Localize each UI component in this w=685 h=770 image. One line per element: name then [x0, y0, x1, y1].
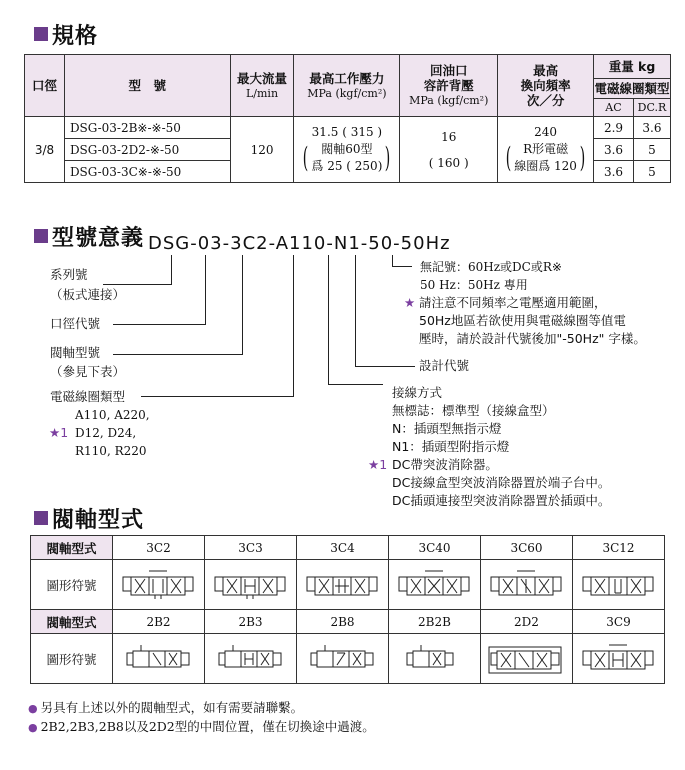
header-pressure: 最高工作壓力 MPa (kgf/cm²) — [294, 55, 400, 117]
connector-line — [355, 255, 356, 366]
header-symbol: 圖形符號 — [31, 634, 113, 684]
hydraulic-symbol — [389, 560, 481, 610]
section-bullet — [34, 27, 48, 41]
cell-model: DSG-03-2B※-※-50 — [64, 117, 230, 139]
cell-dcr-weight: 5 — [633, 139, 670, 161]
cell-pressure: 31.5 ( 315 ) ( 閥軸60型 爲 25 ( 250) ) — [294, 117, 400, 183]
hydraulic-symbol — [573, 560, 665, 610]
header-spool-type: 閥軸型式 — [31, 610, 113, 634]
label-coil-values: D12, D24, — [75, 426, 137, 440]
label-coil-values: R110, R220 — [75, 444, 147, 458]
label-frequency-note: 50Hz地區若欲使用與電磁線圈等值電 — [419, 313, 626, 328]
spool-type: 3C2 — [113, 536, 205, 560]
label-wiring: 接線方式 — [392, 385, 443, 400]
connector-line — [171, 255, 172, 285]
cell-ac-weight: 3.6 — [594, 161, 634, 183]
cell-ac-weight: 2.9 — [594, 117, 634, 139]
spool-table — [30, 535, 665, 684]
hydraulic-symbol — [481, 634, 573, 684]
label-frequency-note: 壓時，請於設計代號後加"-50Hz" 字樣。 — [419, 331, 646, 346]
spool-type: 3C40 — [389, 536, 481, 560]
spool-section-title: 閥軸型式 — [34, 504, 144, 532]
header-bore: 口徑 — [25, 55, 65, 117]
cell-ac-weight: 3.6 — [594, 139, 634, 161]
label-wiring-option: DC插頭連接型突波消除器置於插頭中。 — [392, 493, 611, 508]
label-wiring-option: 無標誌：標準型（接線盒型） — [392, 403, 555, 418]
spec-table — [24, 54, 671, 183]
hydraulic-symbol — [113, 634, 205, 684]
header-coil-type: 電磁線圈類型 — [594, 79, 671, 99]
hydraulic-symbol — [481, 560, 573, 610]
spool-type: 3C60 — [481, 536, 573, 560]
label-frequency: 50 Hz：50Hz 專用 — [420, 278, 528, 292]
spool-type: 3C3 — [205, 536, 297, 560]
section-bullet — [34, 229, 48, 243]
cell-bore: 3/8 — [25, 117, 65, 183]
connector-line — [103, 284, 172, 285]
header-back-pressure: 回油口 容許背壓 MPa (kgf/cm²) — [400, 55, 498, 117]
header-ac: AC — [594, 99, 634, 117]
label-frequency-note: 請注意不同頻率之電壓適用範圍， — [419, 295, 607, 310]
footnote: ● 另具有上述以外的閥軸型式，如有需要請聯繫。 — [28, 700, 304, 715]
header-weight: 重量 kg — [594, 55, 671, 79]
label-coil-values: A110, A220, — [75, 408, 150, 422]
star-mark: ★1 — [368, 457, 388, 472]
header-spool-type: 閥軸型式 — [31, 536, 113, 560]
cell-dcr-weight: 3.6 — [633, 117, 670, 139]
cell-dcr-weight: 5 — [633, 161, 670, 183]
cell-flow: 120 — [230, 117, 294, 183]
connector-line — [205, 255, 206, 325]
connector-line — [113, 324, 206, 325]
header-dcr: DC.R — [633, 99, 670, 117]
label-series: 系列號 — [50, 267, 88, 282]
label-wiring-option: DC接線盒型突波消除器置於端子台中。 — [392, 475, 611, 490]
cell-model: DSG-03-2D2-※-50 — [64, 139, 230, 161]
header-model: 型 號 — [64, 55, 230, 117]
cell-back-pressure: 16 ( 160 ) — [400, 117, 498, 183]
spool-type: 3C12 — [573, 536, 665, 560]
model-section-title: 型號意義 — [34, 222, 144, 250]
label-coil: 電磁線圈類型 — [50, 389, 126, 404]
cell-model: DSG-03-3C※-※-50 — [64, 161, 230, 183]
header-flow: 最大流量 L/min — [230, 55, 294, 117]
label-spool: 閥軸型號 — [50, 345, 101, 360]
label-design: 設計代號 — [419, 358, 470, 373]
connector-line — [328, 255, 329, 385]
connector-line — [328, 384, 383, 385]
section-bullet — [34, 511, 48, 525]
cell-frequency: 240 ( R形電磁 線圈爲 120 ) — [498, 117, 594, 183]
header-frequency: 最高 換向頻率 次／分 — [498, 55, 594, 117]
footnote: ● 2B2,2B3,2B8以及2D2型的中間位置，僅在切換途中過渡。 — [28, 719, 375, 734]
spool-type: 2B8 — [297, 610, 389, 634]
connector-line — [392, 266, 412, 267]
label-wiring-option: N1：插頭型附指示燈 — [392, 439, 510, 454]
spool-type: 2B2B — [389, 610, 481, 634]
model-code: DSG-03-3C2-A110-N1-50-50Hz — [148, 233, 451, 254]
connector-line — [355, 366, 415, 367]
spec-section-title: 規格 — [34, 20, 98, 48]
spool-type: 2B3 — [205, 610, 297, 634]
star-mark: ★ — [404, 295, 416, 310]
label-wiring-option: DC帶突波消除器。 — [392, 457, 498, 472]
spool-type: 3C9 — [573, 610, 665, 634]
hydraulic-symbol — [297, 634, 389, 684]
hydraulic-symbol — [205, 634, 297, 684]
hydraulic-symbol — [297, 560, 389, 610]
label-spool-sub: （參見下表） — [50, 364, 126, 379]
hydraulic-symbol — [389, 634, 481, 684]
connector-line — [113, 354, 243, 355]
connector-line — [141, 396, 294, 397]
spool-type: 3C4 — [297, 536, 389, 560]
spool-type: 2B2 — [113, 610, 205, 634]
header-symbol: 圖形符號 — [31, 560, 113, 610]
hydraulic-symbol — [205, 560, 297, 610]
label-frequency: 無記號：60Hz或DC或R※ — [420, 260, 562, 274]
connector-line — [242, 255, 243, 355]
star-mark: ★1 — [49, 425, 69, 440]
label-bore: 口徑代號 — [50, 316, 101, 331]
spool-type: 2D2 — [481, 610, 573, 634]
hydraulic-symbol — [113, 560, 205, 610]
hydraulic-symbol — [573, 634, 665, 684]
connector-line — [293, 255, 294, 397]
label-series-sub: （板式連接） — [50, 287, 126, 302]
label-wiring-option: N：插頭型無指示燈 — [392, 421, 502, 436]
